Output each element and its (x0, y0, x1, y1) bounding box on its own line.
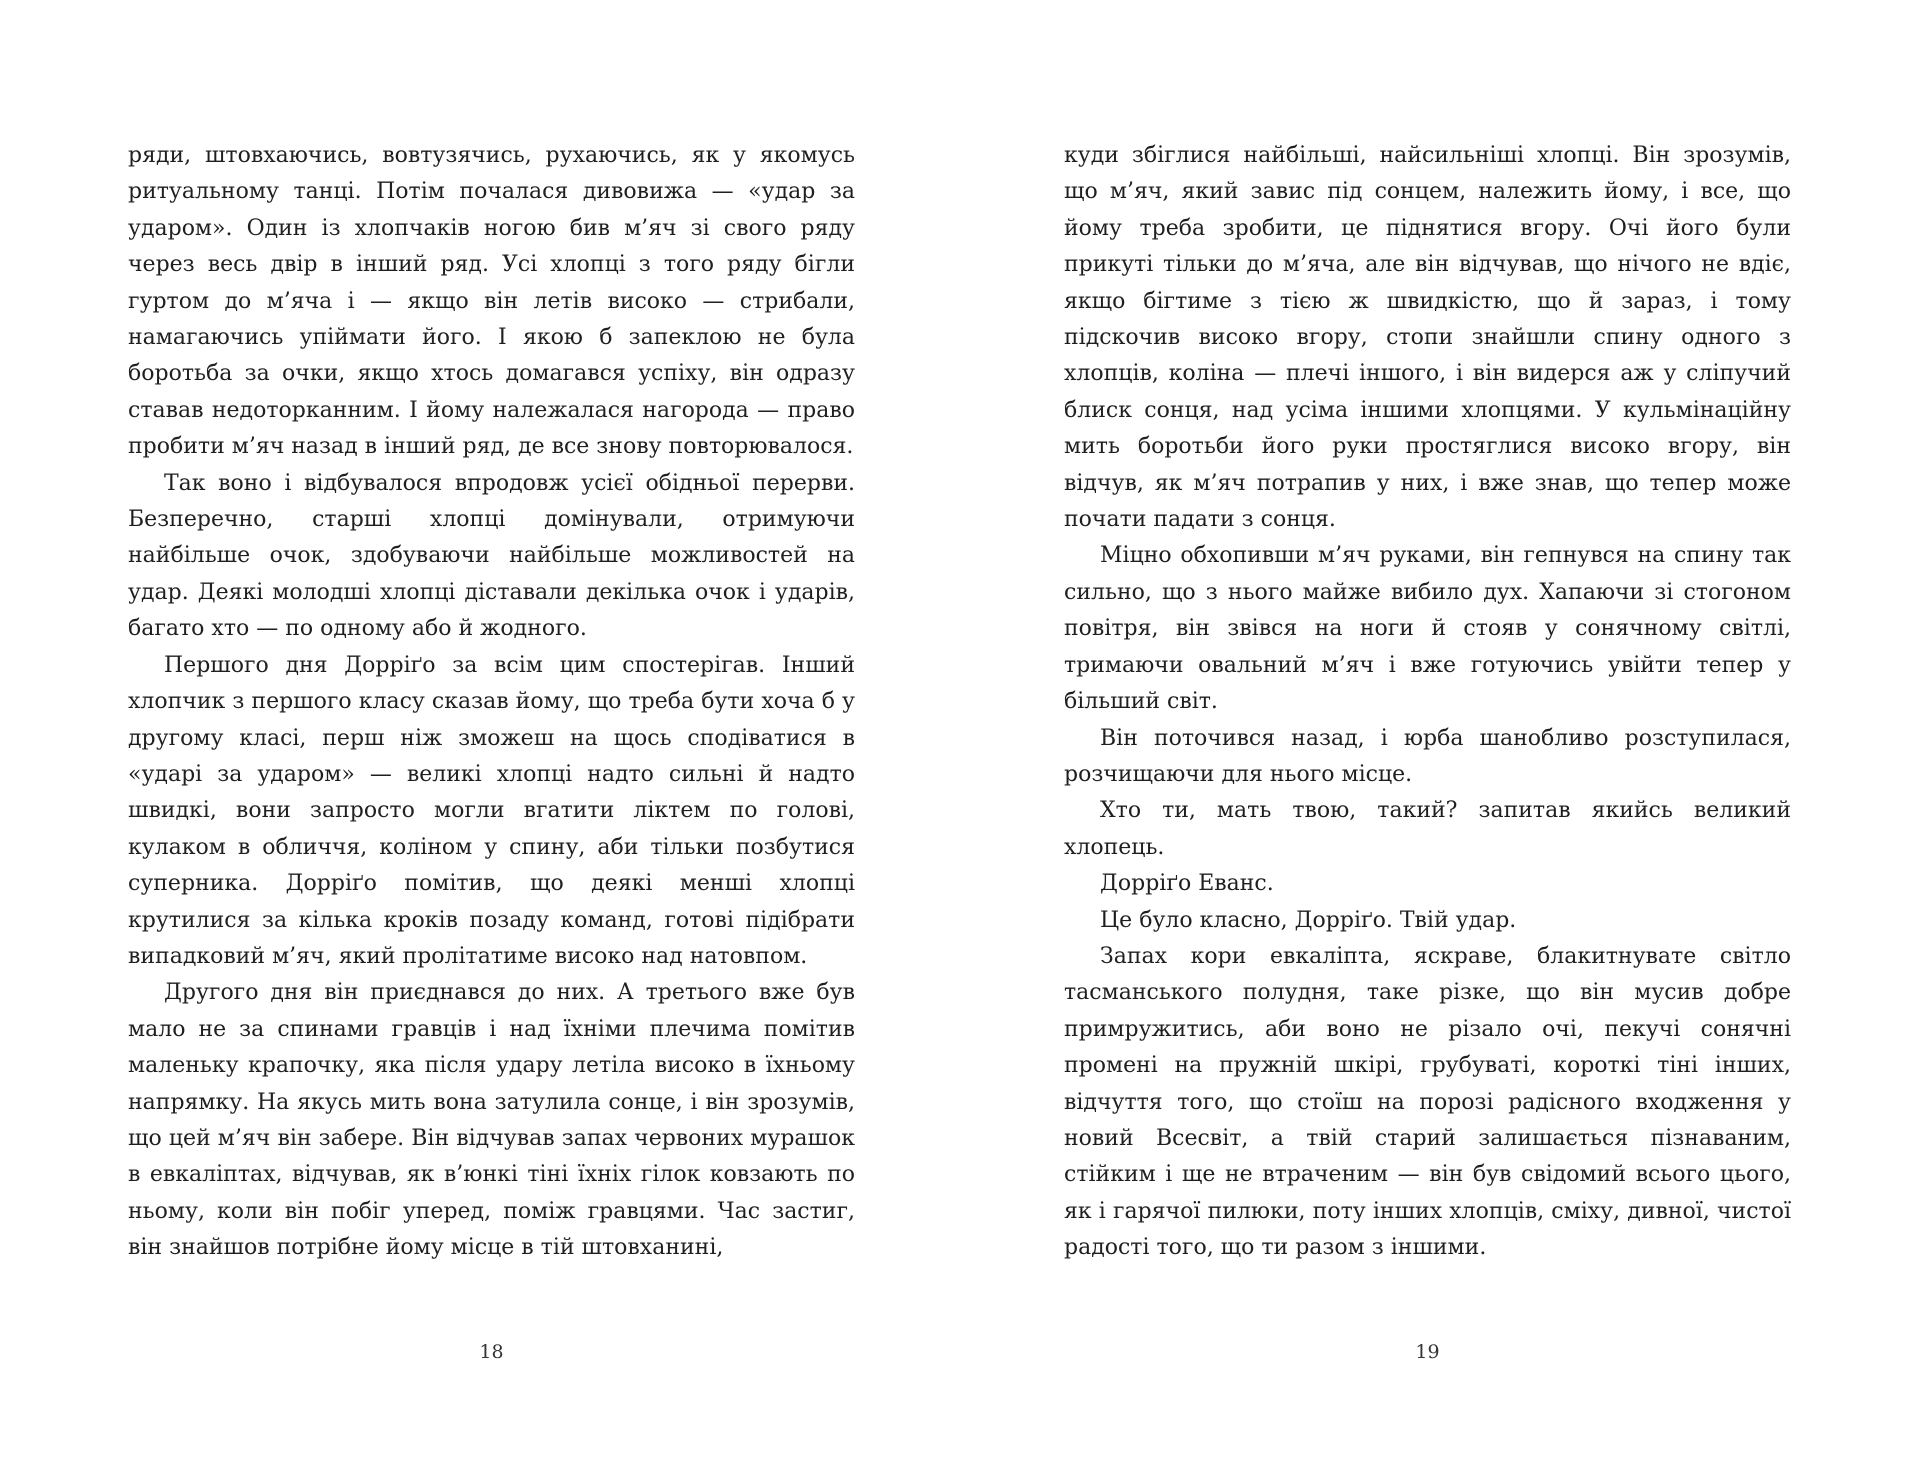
paragraph: Він поточився назад, і юрба шанобливо розступилася, розчищаючи для нього місце. (1064, 725, 1791, 787)
paragraph: Хто ти, мать твою, такий? запитав якийсь великий хлопець. (1064, 798, 1791, 860)
left-page (128, 138, 855, 1378)
paragraph: Першого дня Дорріґо за всім цим спостерігав. Інший хлопчик з першого класу сказав йому, що треба бути хоча б у другому класі, перш ніж зможеш на щось сподіватися в «ударі за ударом» — великі хлопці надто сильні й надто швидкі, вони запросто могли вгатити ліктем по голові, кулаком в обличчя, коліном у спину, аби тільки позбутися суперника. Дорріґо помітив, що деякі менші хлопці крутилися за кілька кроків позаду команд, готові підібрати випадковий м’яч, який пролітатиме високо над натовпом. (128, 652, 855, 969)
page-number: 18 (479, 1341, 504, 1363)
paragraph: Міцно обхопивши м’яч руками, він гепнувся на спину так сильно, що з нього майже вибило дух. Хапаючи зі стогоном повітря, він звівся на ноги й стояв у сонячному світлі, тримаючи овальний м’яч і вже готуючись увійти тепер у більший світ. (1064, 543, 1791, 715)
paragraph: Другого дня він приєднався до них. А третього вже був мало не за спинами гравців і над їхніми плечима помітив маленьку крапочку, яка після удару летіла високо в їхньому напрямку. На якусь мить вона затулила сонце, і він зрозумів, що цей м’яч він забере. Він відчував запах червоних мурашок в евкаліптах, відчував, як в’юнкі тіні їхніх гілок ковзають по ньому, коли він побіг уперед, поміж гравцями. Час застиг, він знайшов потрібне йому місце в тій штовханині, (128, 980, 855, 1261)
paragraph: Запах кори евкаліпта, яскраве, блакитнувате світло тасманського полудня, таке різке, що він мусив добре примружитись, аби воно не різало очі, пекучі сонячні промені на пружній шкірі, грубуваті, короткі тіні інших, відчуття того, що стоїш на порозі радісного входження у новий Всесвіт, а твій старий залишається пізнаваним, стійким і ще не втраченим — він був свідомий всього цього, як і гарячої пилюки, поту інших хлопців, сміху, дивної, чистої радості того, що ти разом з іншими. (1064, 943, 1791, 1261)
page-number: 19 (1415, 1341, 1440, 1363)
right-page-text (1064, 138, 1791, 1267)
paragraph: ряди, штовхаючись, вовтузячись, рухаючись, як у якомусь ритуальному танці. Потім почалася дивовижа — «удар за ударом». Один із хлопчаків ногою бив м’яч зі свого ряду через весь двір в інший ряд. Усі хлопці з того ряду бігли гуртом до м’яча і — якщо він летів високо — стрибали, намагаючись упіймати його. І якою б запеклою не була боротьба за очки, якщо хтось домагався успіху, він одразу ставав недоторканним. І йому належалася нагорода — право пробити м’яч назад в інший ряд, де все знову повторювалося. (128, 143, 855, 460)
right-page (1064, 138, 1791, 1378)
paragraph: куди збіглися найбільші, найсильніші хлопці. Він зрозумів, що м’яч, який завис під сонцем, належить йому, і все, що йому треба зробити, це піднятися вгору. Очі його були прикуті тільки до м’яча, але він відчував, що нічого не вдіє, якщо бігтиме з тією ж швидкістю, що й зараз, і тому підскочив високо вгору, стопи знайшли спину одного з хлопців, коліна — плечі іншого, і він видерся аж у сліпучий блиск сонця, над усіма іншими хлопцями. У кульмінаційну мить боротьби його руки простяглися високо вгору, він відчув, як м’яч потрапив у них, і вже знав, що тепер може почати падати з сонця. (1064, 143, 1791, 533)
paragraph: Дорріґо Еванс. (1100, 871, 1274, 897)
left-page-text (128, 138, 855, 1267)
paragraph: Це було класно, Дорріґо. Твій удар. (1100, 907, 1517, 933)
paragraph: Так воно і відбувалося впродовж усієї обідньої перерви. Безперечно, старші хлопці домінували, отримуючи найбільше очок, здобуваючи найбільше можливостей на удар. Деякі молодші хлопці діставали декілька очок і ударів, багато хто — по одному або й жодного. (128, 470, 855, 642)
